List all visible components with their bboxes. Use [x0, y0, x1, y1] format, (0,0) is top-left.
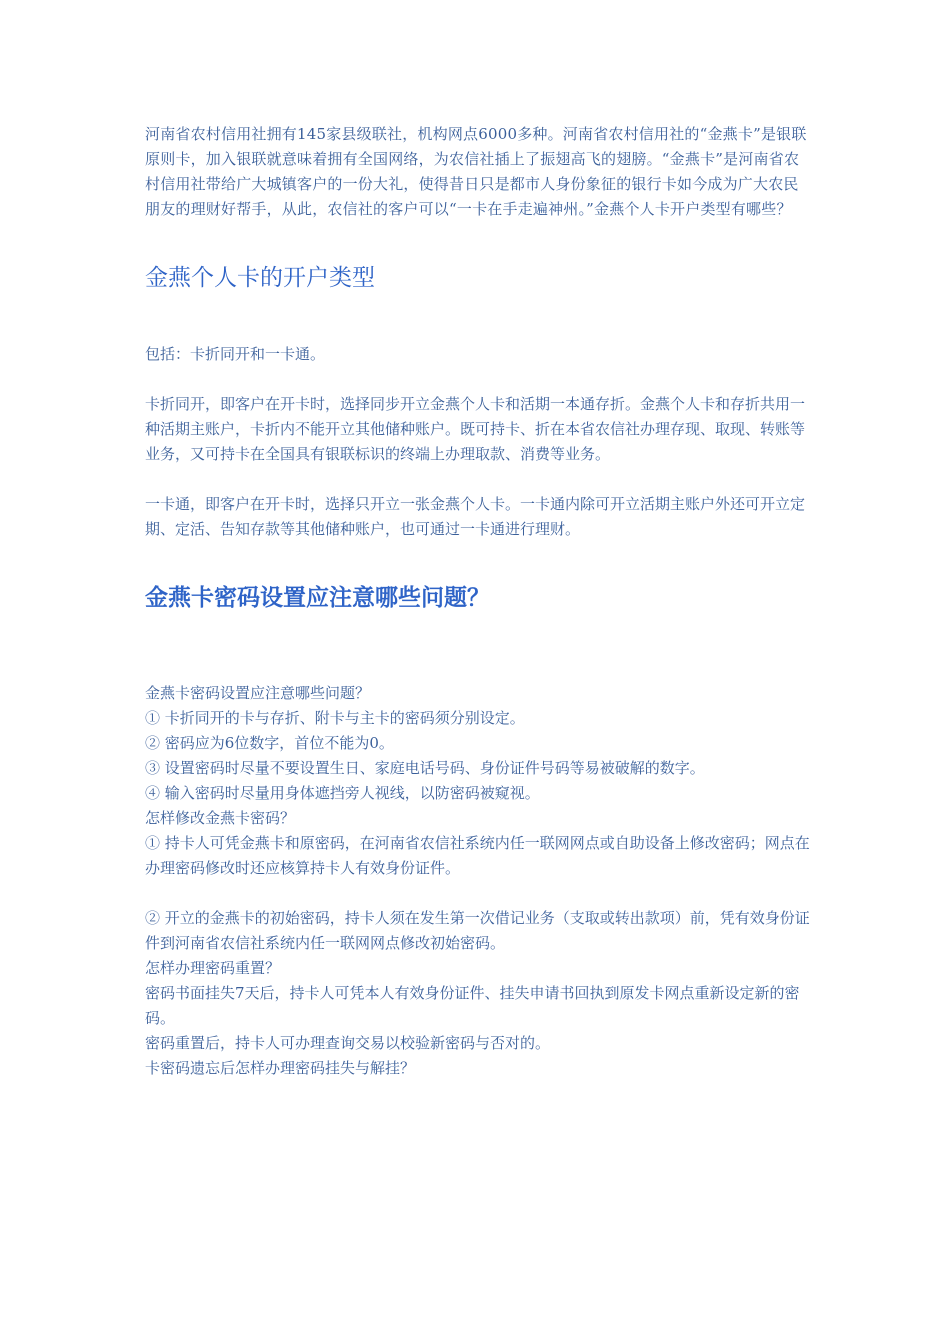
reset-password-question: 怎样办理密码重置？ — [145, 959, 281, 977]
intro-paragraph: 河南省农村信用社拥有145家县级联社，机构网点6000多种。河南省农村信用社的“金燕卡”是银联原则卡，加入银联就意味着拥有全国网络，为农信社插上了振翅高飞的翅膀。“金燕卡”是河南省农村信用社带给广大城镇客户的一份大礼，使得昔日只是都市人身份象征的银行卡如今成为广大农民朋友的理财好帮手，从此，农信社的客户可以“一卡在手走遍神州。”金燕个人卡开户类型有哪些？ — [145, 125, 807, 218]
document-page — [145, 122, 811, 1081]
password-rule-3: ③ 设置密码时尽量不要设置生日、家庭电话号码、身份证件号码等易被破解的数字。 — [145, 759, 705, 777]
password-rule-4: ④ 输入密码时尽量用身体遮挡旁人视线，以防密码被窥视。 — [145, 784, 540, 802]
password-rule-1: ① 卡折同开的卡与存折、附卡与主卡的密码须分别设定。 — [145, 709, 525, 727]
modify-password-question: 怎样修改金燕卡密码？ — [145, 809, 296, 827]
heading-password-setting: 金燕卡密码设置应注意哪些问题？ — [145, 585, 490, 611]
lost-password-question: 卡密码遗忘后怎样办理密码挂失与解挂？ — [145, 1059, 416, 1077]
password-question: 金燕卡密码设置应注意哪些问题？ — [145, 684, 371, 702]
card-passbook-paragraph: 卡折同开，即客户在开卡时，选择同步开立金燕个人卡和活期一本通存折。金燕个人卡和存折共用一种活期主账户，卡折内不能开立其他储种账户。既可持卡、折在本省农信社办理存现、取现、转账等业务，又可持卡在全国具有银联标识的终端上办理取款、消费等业务。 — [145, 395, 806, 463]
reset-password-note: 密码重置后，持卡人可办理查询交易以校验新密码与否对的。 — [145, 1034, 551, 1052]
heading-account-types: 金燕个人卡的开户类型 — [145, 265, 375, 291]
modify-password-step-2: ② 开立的金燕卡的初始密码，持卡人须在发生第一次借记业务（支取或转出款项）前，凭有效身份证件到河南省农信社系统内任一联网网点修改初始密码。 — [145, 909, 810, 952]
modify-password-step-1: ① 持卡人可凭金燕卡和原密码，在河南省农信社系统内任一联网网点或自助设备上修改密码；网点在办理密码修改时还应核算持卡人有效身份证件。 — [145, 834, 810, 877]
account-types-summary: 包括：卡折同开和一卡通。 — [145, 345, 326, 363]
reset-password-answer: 密码书面挂失7天后，持卡人可凭本人有效身份证件、挂失申请书回执到原发卡网点重新设定新的密码。 — [145, 984, 800, 1027]
password-notes — [145, 681, 811, 831]
one-card-paragraph: 一卡通，即客户在开卡时，选择只开立一张金燕个人卡。一卡通内除可开立活期主账户外还可开立定期、定活、告知存款等其他储种账户，也可通过一卡通进行理财。 — [145, 495, 806, 538]
password-rule-2: ② 密码应为6位数字，首位不能为0。 — [145, 734, 394, 752]
